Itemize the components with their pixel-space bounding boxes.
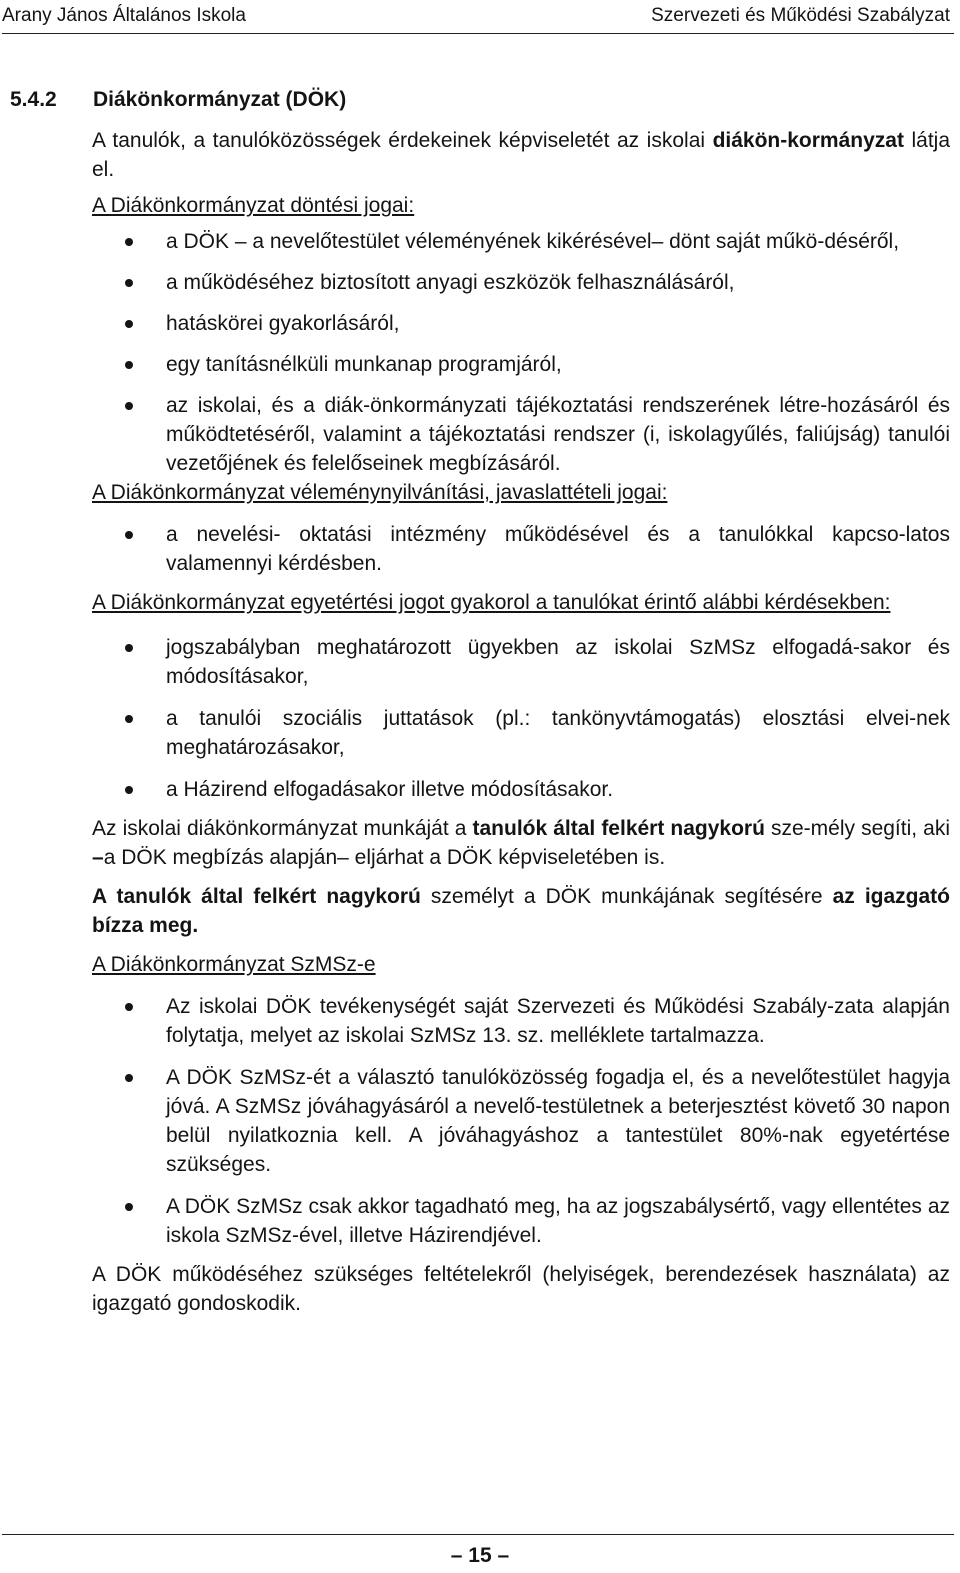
closing-paragraph: A DÖK működéséhez szükséges feltételekről (helyiségek, berendezések használata) az igazgató gondoskodik.	[92, 1263, 950, 1315]
bullet-icon	[125, 786, 133, 794]
intro-bold-term: diákön-kormányzat	[712, 129, 904, 152]
bullet-icon	[125, 644, 133, 652]
list-item: A DÖK SzMSz csak akkor tagadható meg, ha az jogszabálysértő, vagy ellentétes az iskola SzMSz-ével, illetve Házirendjével.	[92, 1192, 950, 1250]
list-item: Az iskolai DÖK tevékenységét saját Szervezeti és Működési Szabály-zata alapján folytatja, melyet az iskolai SzMSz 13. sz. melléklete tartalmazza.	[92, 992, 950, 1050]
bullet-icon	[125, 531, 133, 539]
helper-paragraph: Az iskolai diákönkormányzat munkáját a tanulók által felkért nagykorú sze-mély segíti, aki –a DÖK megbízás alapján– eljárhat a DÖK képviseletében is.	[92, 817, 951, 869]
bullet-icon	[125, 238, 133, 246]
assign-paragraph: A tanulók által felkért nagykorú személyt a DÖK munkájának segítésére az igazgató bízza meg.	[92, 885, 950, 937]
bullet-icon	[125, 1203, 133, 1211]
section-number: 5.4.2	[10, 88, 57, 111]
list-item: a DÖK – a nevelőtestület véleményének kikérésével– dönt saját műkö-déséről,	[92, 227, 950, 256]
list-item: a nevelési- oktatási intézmény működésével és a tanulókkal kapcso-latos valamennyi kérdésben.	[92, 520, 950, 578]
section-heading: Diákönkormányzat (DÖK)	[93, 88, 347, 111]
opinion-rights-heading: A Diákönkormányzat véleménynyilvánítási, javaslattételi jogai:	[92, 481, 668, 504]
decision-rights-heading: A Diákönkormányzat döntési jogai:	[92, 194, 415, 217]
list-item: egy tanításnélküli munkanap programjáról,	[92, 350, 950, 379]
intro-paragraph: A tanulók, a tanulóközösségek érdekeinek képviseletét az iskolai diákön-kormányzat látja el.	[92, 129, 951, 181]
list-item: A DÖK SzMSz-ét a választó tanulóközösség fogadja el, és a nevelőtestület hagyja jóvá. A SzMSz jóváhagyásáról a nevelő-testületnek a beterjesztést követő 30 napon belül nyilatkoznia kell. A jóváhagyáshoz a tantestület 80%-nak egyetértése szükséges.	[92, 1063, 950, 1179]
bullet-icon	[125, 715, 133, 723]
footer-rule	[2, 1534, 954, 1535]
list-item: az iskolai, és a diák-önkormányzati tájékoztatási rendszerének létre-hozásáról és működtetéséről, valamint a tájékoztatási rendszer (i, iskolagyűlés, faliújság) tanulói vezetőjének és felelőseinek megbízásáról.	[92, 391, 950, 478]
bullet-icon	[125, 361, 133, 369]
header-school-name: Arany János Általános Iskola	[2, 5, 246, 26]
list-item: hatáskörei gyakorlásáról,	[92, 309, 950, 338]
section-title	[10, 86, 346, 114]
document-body	[92, 126, 950, 1318]
page-header	[0, 4, 954, 28]
bullet-icon	[125, 1003, 133, 1011]
bullet-icon	[125, 1074, 133, 1082]
szmsz-list	[92, 992, 950, 1250]
szmsz-heading: A Diákönkormányzat SzMSz-e	[92, 953, 376, 976]
bullet-icon	[125, 279, 133, 287]
page-number: – 15 –	[450, 1544, 510, 1567]
list-item: a működéséhez biztosított anyagi eszközök felhasználásáról,	[92, 268, 950, 297]
bullet-icon	[125, 402, 133, 410]
header-document-title: Szervezeti és Működési Szabályzat	[651, 5, 950, 26]
header-rule	[2, 33, 954, 34]
list-item: a Házirend elfogadásakor illetve módosításakor.	[92, 775, 950, 804]
decision-rights-list	[92, 227, 950, 478]
consent-rights-list	[92, 633, 950, 804]
list-item: jogszabályban meghatározott ügyekben az iskolai SzMSz elfogadá-sakor és módosításakor,	[92, 633, 950, 691]
consent-rights-heading: A Diákönkormányzat egyetértési jogot gyakorol a tanulókat érintő alábbi kérdésekben:	[92, 591, 891, 614]
list-item: a tanulói szociális juttatások (pl.: tankönyvtámogatás) elosztási elvei-nek meghatározásakor,	[92, 704, 950, 762]
opinion-rights-list	[92, 520, 950, 578]
bullet-icon	[125, 320, 133, 328]
